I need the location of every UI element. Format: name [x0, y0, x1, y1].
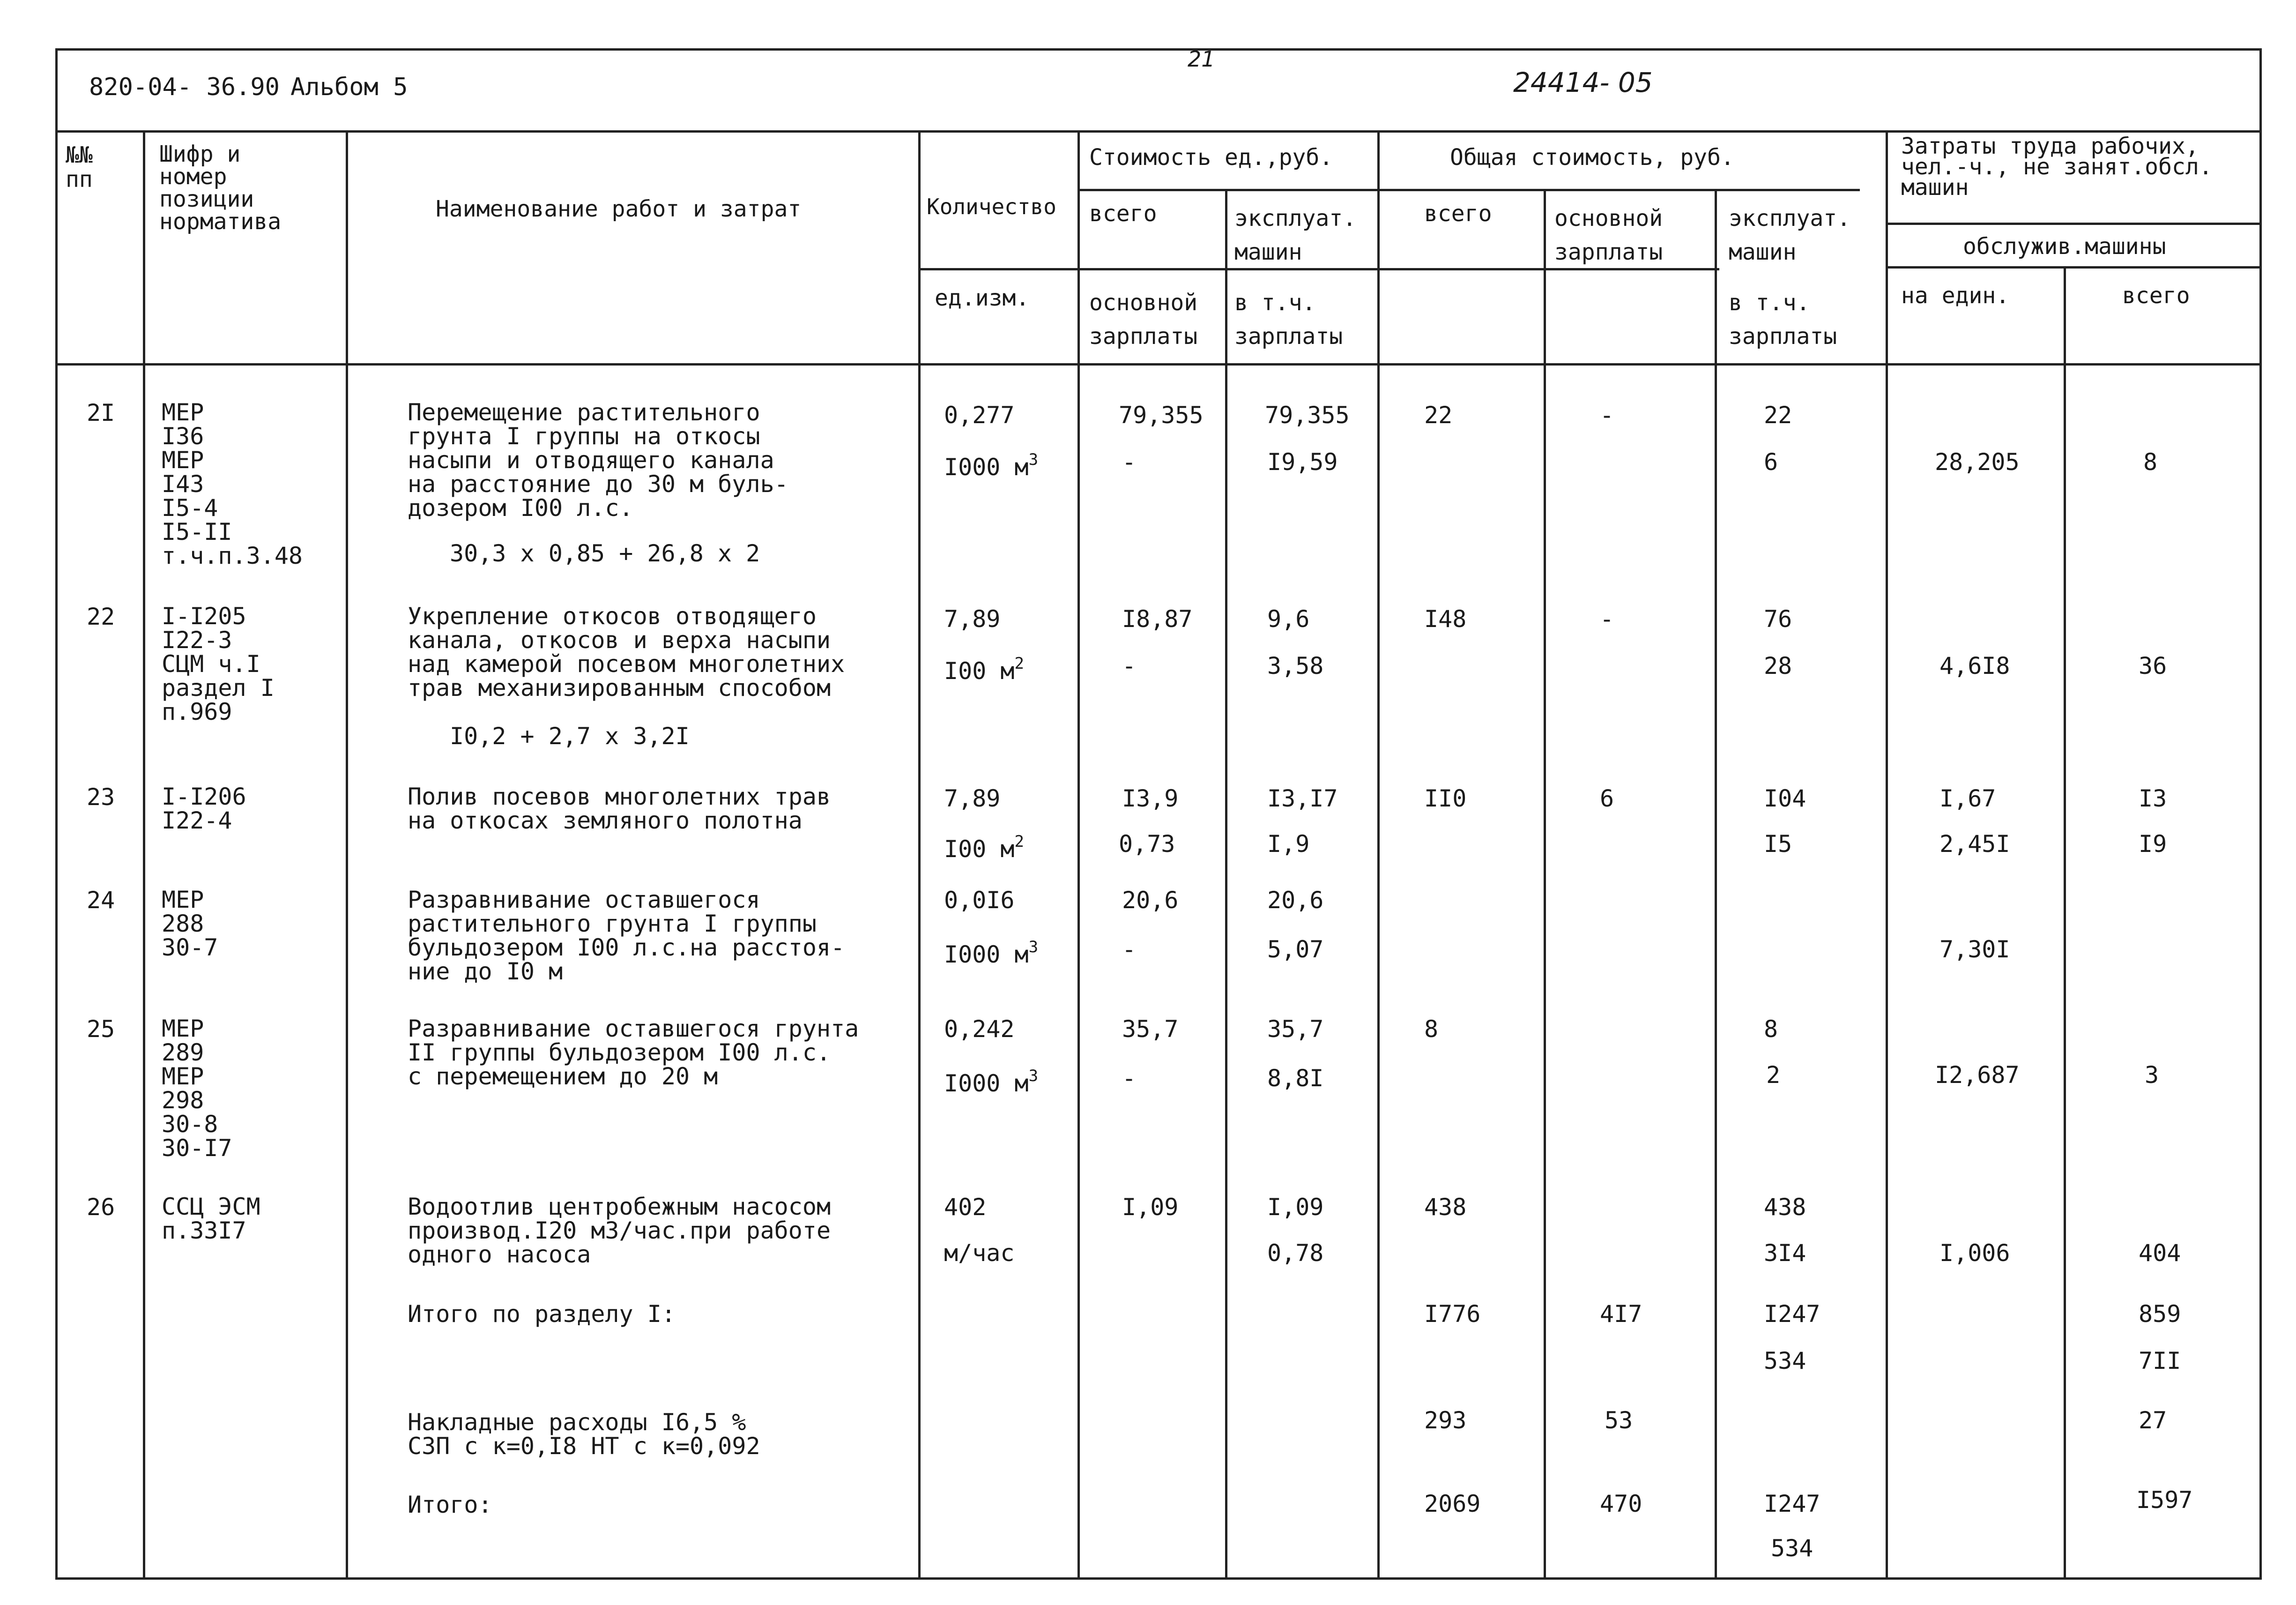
row-tc-machines: 22	[1764, 402, 1792, 429]
row-uc-machines: I3,I7	[1267, 785, 1338, 812]
grand-total-label: Итого:	[408, 1491, 492, 1518]
row-number: 25	[87, 1015, 115, 1043]
section-tc-machines: I247	[1764, 1300, 1820, 1328]
overhead-label: Накладные расходы I6,5 % СЗП с к=0,I8 НТ с к=0,092	[408, 1409, 760, 1460]
section-tc-incl-wage: 534	[1764, 1347, 1806, 1374]
section-total-label: Итого по разделу I:	[408, 1300, 676, 1328]
row-labor-unit: 7,30I	[1939, 936, 2010, 963]
row-unit: м/час	[944, 1239, 1015, 1267]
row-labor-unit: I,006	[1939, 1239, 2010, 1267]
row-number: 24	[87, 887, 115, 914]
col-divider	[1715, 189, 1717, 1580]
row-tc-incl-wage: 6	[1764, 448, 1778, 476]
row-code: МЕР 289 МЕР 298 30-8 30-I7	[162, 1015, 232, 1162]
col-header-code: Шифр и номер позиции норматива	[159, 141, 282, 235]
row-formula: 30,3 х 0,85 + 26,8 х 2	[450, 540, 760, 567]
header-mid-rule	[1077, 189, 1860, 191]
row-unit: I000 $м^3$	[944, 1067, 1039, 1097]
row-tc-wage: 6	[1600, 785, 1614, 812]
row-labor-total: 36	[2139, 652, 2167, 679]
col-header-uc-total: всего	[1089, 201, 1157, 227]
row-uc-machines: I,09	[1267, 1194, 1324, 1221]
col-divider	[918, 130, 921, 1580]
row-uc-wage: -	[1122, 1065, 1137, 1092]
row-uc-incl-wage: 3,58	[1267, 652, 1324, 679]
row-formula: I0,2 + 2,7 х 3,2I	[450, 723, 690, 750]
row-name: Разравнивание оставшегося грунта II группы бульдозером I00 л.с. с перемещением до 20 м	[408, 1015, 859, 1090]
row-uc-machines: 9,6	[1267, 605, 1310, 633]
grand-labor-total: I597	[2136, 1486, 2193, 1514]
col-header-name: Наименование работ и затрат	[436, 196, 802, 222]
row-uc-machines: 20,6	[1267, 887, 1324, 914]
row-qty: 7,89	[944, 605, 1001, 633]
grand-tc-machines: I247	[1764, 1490, 1820, 1517]
col-divider	[346, 130, 348, 1580]
row-uc-machines: 79,355	[1265, 402, 1350, 429]
grand-tc-wage: 470	[1600, 1490, 1642, 1517]
col-header-tc-total: всего	[1424, 201, 1492, 227]
row-unit: I00 $м^2$	[944, 654, 1024, 685]
row-tc-total: 438	[1424, 1194, 1467, 1221]
row-tc-machines: 76	[1764, 605, 1792, 633]
row-uc-incl-wage: 8,8I	[1267, 1065, 1324, 1092]
row-tc-total: 8	[1424, 1015, 1439, 1043]
col-header-total-cost: Общая стоимость, руб.	[1450, 144, 1734, 171]
col-header-uc-incl-wage: в т.ч. зарплаты	[1234, 290, 1343, 350]
row-uc-machines: 35,7	[1267, 1015, 1324, 1043]
overhead-tc-total: 293	[1424, 1407, 1467, 1434]
row-qty: 0,0I6	[944, 887, 1015, 914]
col-header-uc-wage: основной зарплаты	[1089, 290, 1198, 350]
col-divider	[1225, 189, 1227, 1580]
section-labor-total: 7II	[2139, 1347, 2181, 1374]
row-uc-incl-wage: I9,59	[1267, 448, 1338, 476]
row-uc-total: I,09	[1122, 1194, 1179, 1221]
album-label: Альбом 5	[290, 73, 408, 101]
col-header-labor-total: всего	[2122, 283, 2190, 309]
row-labor-total: 3	[2145, 1061, 2159, 1089]
row-number: 2I	[87, 399, 115, 426]
col-header-labor-service: обслужив.машины	[1963, 233, 2166, 260]
row-uc-wage: -	[1122, 652, 1137, 679]
header-top-rule	[55, 130, 2262, 133]
row-code: I-I205 I22-3 СЦМ ч.I раздел I п.969	[162, 603, 275, 725]
row-tc-total: I48	[1424, 605, 1467, 633]
row-uc-total: I3,9	[1122, 785, 1179, 812]
row-tc-total: 22	[1424, 402, 1453, 429]
page-number: 21	[1188, 46, 1215, 72]
overhead-tc-wage: 53	[1605, 1407, 1633, 1434]
row-tc-incl-wage: 28	[1764, 652, 1792, 679]
row-uc-incl-wage: 0,78	[1267, 1239, 1324, 1267]
row-name: Разравнивание оставшегося растительного грунта I группы бульдозером I00 л.с.на расстоя- ние до I0 м	[408, 886, 845, 985]
row-uc-incl-wage: 5,07	[1267, 936, 1324, 963]
col-divider	[1544, 189, 1546, 1580]
section-tc-total: I776	[1424, 1300, 1481, 1328]
row-tc-wage: -	[1600, 605, 1614, 633]
col-header-labor-unit: на един.	[1901, 283, 2010, 309]
grand-tc-total: 2069	[1424, 1490, 1481, 1517]
col-header-num: №№ пп	[66, 142, 93, 193]
col-divider	[1886, 130, 1888, 1580]
row-labor-total: 8	[2143, 448, 2158, 476]
row-code: МЕР I36 МЕР I43 I5-4 I5-II т.ч.п.3.48	[162, 399, 303, 569]
row-labor-unit: 2,45I	[1939, 830, 2010, 858]
labor-sub-rule	[1886, 223, 2262, 225]
row-labor-unit: 4,6I8	[1939, 652, 2010, 679]
row-tc-machines: 438	[1764, 1194, 1806, 1221]
row-name: Укрепление откосов отводящего канала, откосов и верха насыпи над камерой посевом многолетних трав механизированным способом	[408, 603, 845, 702]
col-divider	[2064, 266, 2066, 1580]
row-uc-total: 35,7	[1122, 1015, 1179, 1043]
section-labor-total: 859	[2139, 1300, 2181, 1328]
row-uc-wage: -	[1122, 936, 1137, 963]
row-unit: I000 $м^3$	[944, 450, 1039, 481]
handwritten-code: 24414- 05	[1513, 67, 1653, 98]
col-header-labor: Затраты труда рабочих, чел.-ч., не занят.обсл. машин	[1901, 133, 2213, 201]
row-number: 22	[87, 603, 115, 630]
row-labor-total: 404	[2139, 1239, 2181, 1267]
document-frame	[55, 48, 2262, 1580]
col-divider	[1077, 130, 1080, 1580]
row-unit: I000 $м^3$	[944, 938, 1039, 968]
row-tc-incl-wage: 2	[1766, 1061, 1781, 1089]
row-tc-total: II0	[1424, 785, 1467, 812]
row-uc-total: I8,87	[1122, 605, 1193, 633]
row-qty: 0,277	[944, 402, 1015, 429]
row-number: 23	[87, 784, 115, 811]
col-divider	[1377, 130, 1380, 1580]
col-header-tc-wage: основной зарплаты	[1554, 205, 1663, 265]
row-uc-wage: 0,73	[1119, 830, 1175, 858]
col-divider	[143, 130, 145, 1580]
row-uc-total: 20,6	[1122, 887, 1179, 914]
grand-tc-incl-wage: 534	[1771, 1535, 1813, 1562]
row-qty: 0,242	[944, 1015, 1015, 1043]
row-labor-total: I9	[2139, 830, 2167, 858]
col-header-tc-machines: эксплуат. машин	[1729, 205, 1851, 265]
row-tc-incl-wage: 3I4	[1764, 1239, 1806, 1267]
section-tc-wage: 4I7	[1600, 1300, 1642, 1328]
row-number: 26	[87, 1194, 115, 1221]
row-tc-machines: I04	[1764, 785, 1806, 812]
row-labor-unit: 28,205	[1935, 448, 2020, 476]
row-name: Полив посевов многолетних трав на откосах земляного полотна	[408, 783, 831, 834]
row-labor-total: I3	[2139, 785, 2167, 812]
col-header-unit-cost: Стоимость ед.,руб.	[1089, 144, 1333, 171]
col-header-unit: ед.изм.	[935, 285, 1030, 311]
col-header-tc-incl-wage: в т.ч. зарплаты	[1729, 290, 1837, 350]
row-uc-total: 79,355	[1119, 402, 1204, 429]
labor-sub-rule-2	[1886, 266, 2262, 269]
row-name: Перемещение растительного грунта I группы на откосы насыпи и отводящего канала на расстояние до 30 м буль- дозером I00 л.с.	[408, 399, 788, 522]
row-uc-wage: -	[1122, 448, 1137, 476]
row-name: Водоотлив центробежным насосом производ.I20 м3/час.при работе одного насоса	[408, 1193, 831, 1268]
col-header-uc-machines: эксплуат. машин	[1234, 205, 1357, 265]
row-code: ССЦ ЭСМ п.33I7	[162, 1193, 260, 1244]
row-qty: 7,89	[944, 785, 1001, 812]
row-qty: 402	[944, 1194, 987, 1221]
header-bottom-rule	[55, 363, 2262, 366]
row-labor-unit: I2,687	[1935, 1061, 2020, 1089]
row-code: МЕР 288 30-7	[162, 886, 218, 961]
row-tc-machines: 8	[1764, 1015, 1778, 1043]
row-uc-incl-wage: I,9	[1267, 830, 1310, 858]
doc-code: 820-04- 36.90	[89, 73, 280, 101]
row-tc-incl-wage: I5	[1764, 830, 1792, 858]
overhead-labor-total: 27	[2139, 1407, 2167, 1434]
row-code: I-I206 I22-4	[162, 783, 246, 834]
row-labor-unit: I,67	[1939, 785, 1996, 812]
row-unit: I00 $м^2$	[944, 832, 1024, 863]
row-tc-wage: -	[1600, 402, 1614, 429]
col-header-qty: Количество	[927, 194, 1056, 219]
